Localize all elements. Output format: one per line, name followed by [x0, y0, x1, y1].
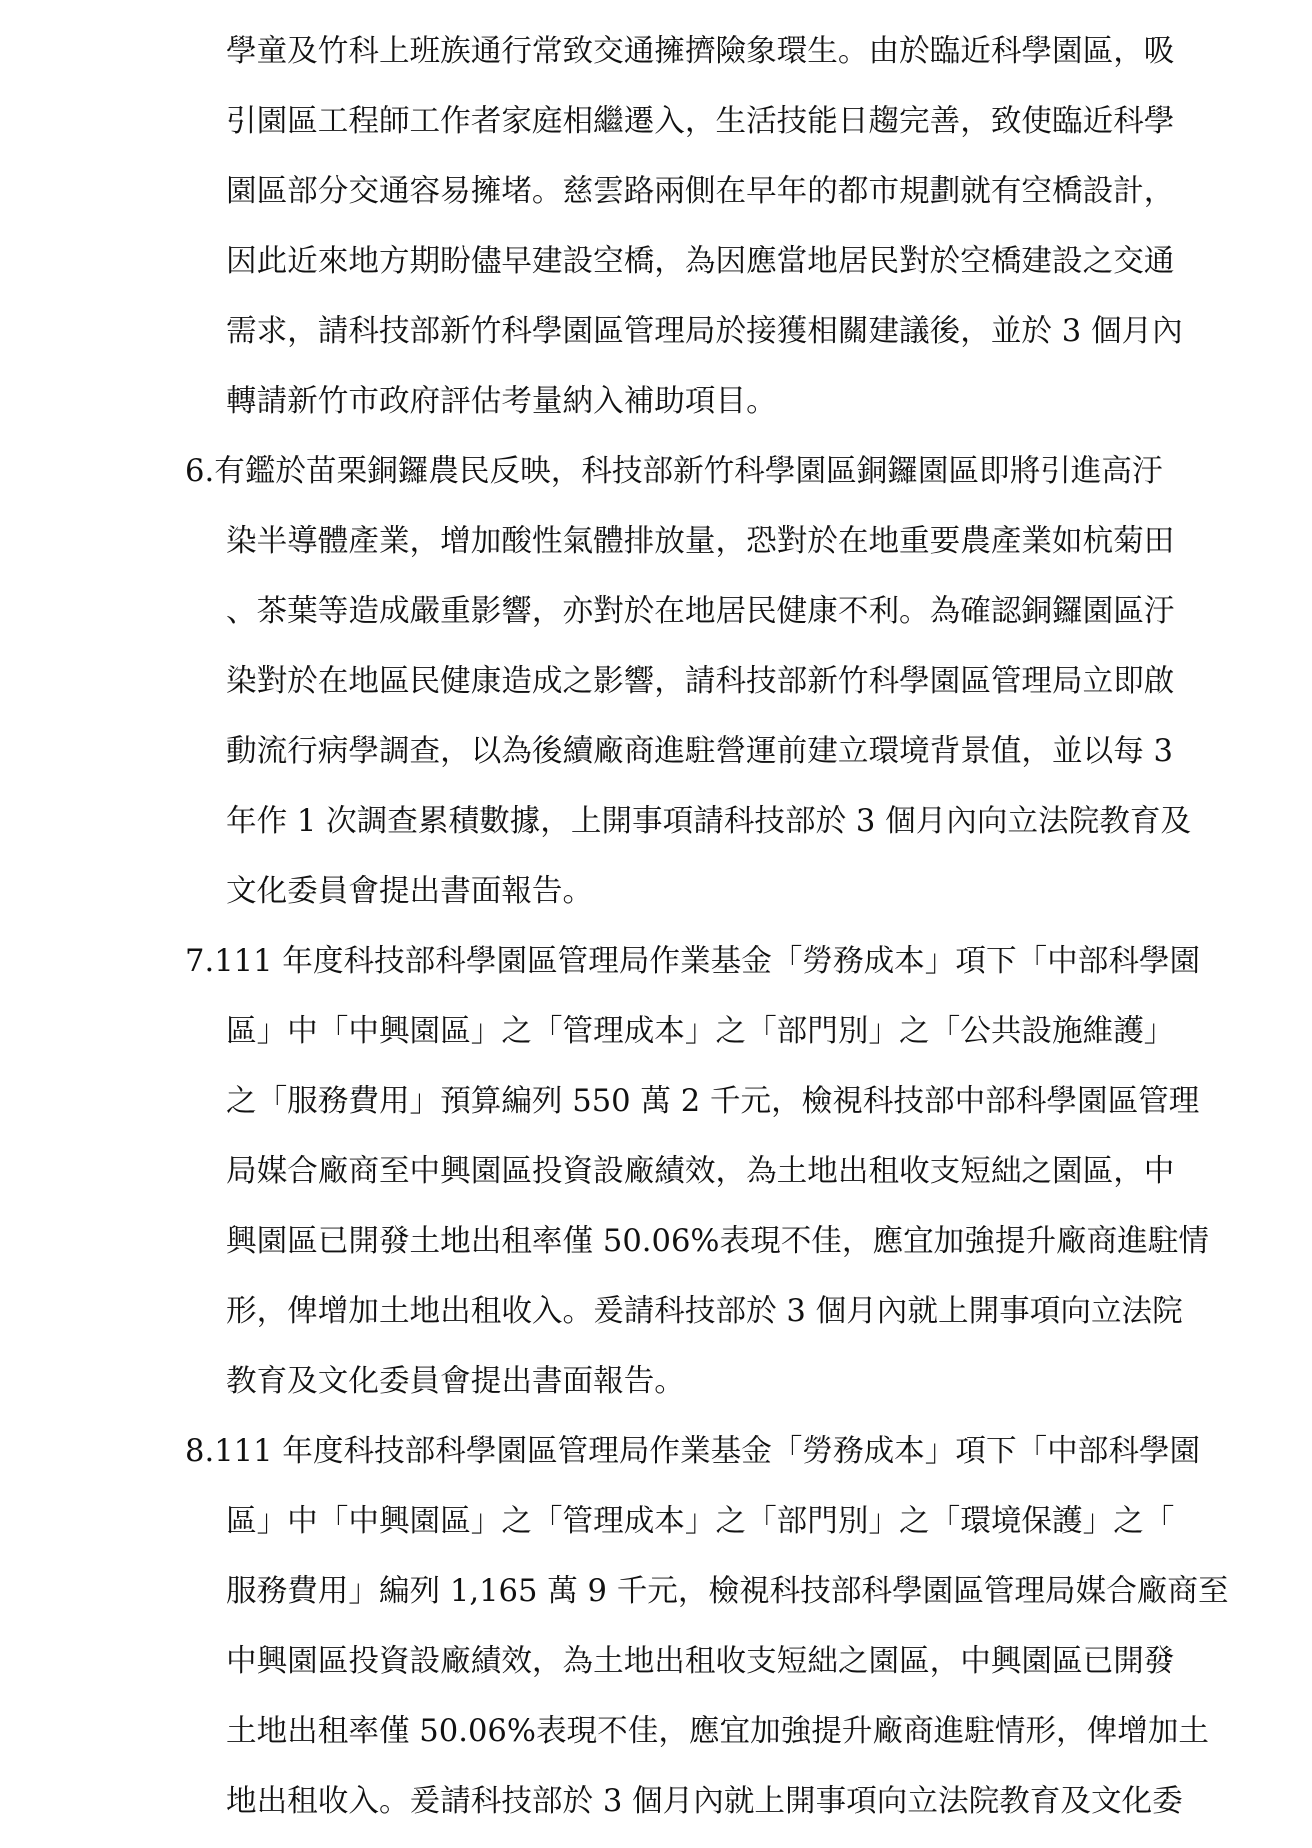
item-8-line-1: 8.111 年度科技部科學園區管理局作業基金「勞務成本」項下「中部科學園: [185, 1434, 1201, 1469]
item-7-line-6: 形，俾增加土地出租收入。爰請科技部於 3 個月內就上開事項向立法院: [226, 1294, 1183, 1329]
item-7-line-7: 教育及文化委員會提出書面報告。: [226, 1364, 685, 1399]
text-line-2: 引園區工程師工作者家庭相繼遷入，生活技能日趨完善，致使臨近科學: [226, 104, 1175, 139]
item-7-line-4: 局媒合廠商至中興園區投資設廠績效，為土地出租收支短絀之園區，中: [226, 1154, 1175, 1189]
item-7-line-2: 區」中「中興園區」之「管理成本」之「部門別」之「公共設施維護」: [226, 1014, 1175, 1049]
item-6-line-2: 染半導體產業，增加酸性氣體排放量，恐對於在地重要農產業如杭菊田: [226, 524, 1175, 559]
text-line-3: 園區部分交通容易擁堵。慈雲路兩側在早年的都市規劃就有空橋設計，: [226, 174, 1175, 209]
text-line-5: 需求，請科技部新竹科學園區管理局於接獲相關建議後，並於 3 個月內: [226, 314, 1183, 349]
item-8-line-2: 區」中「中興園區」之「管理成本」之「部門別」之「環境保護」之「: [226, 1504, 1175, 1539]
item-7-line-5: 興園區已開發土地出租率僅 50.06%表現不佳，應宜加強提升廠商進駐情: [226, 1224, 1210, 1259]
text-line-6: 轉請新竹市政府評估考量納入補助項目。: [226, 384, 777, 419]
item-8-line-4: 中興園區投資設廠績效，為土地出租收支短絀之園區，中興園區已開發: [226, 1644, 1175, 1679]
item-6-line-3: 、茶葉等造成嚴重影響，亦對於在地居民健康不利。為確認銅鑼園區汙: [226, 594, 1175, 629]
item-7-line-1: 7.111 年度科技部科學園區管理局作業基金「勞務成本」項下「中部科學園: [185, 944, 1201, 979]
item-6-line-4: 染對於在地區民健康造成之影響，請科技部新竹科學園區管理局立即啟: [226, 664, 1175, 699]
item-6-line-5: 動流行病學調查，以為後續廠商進駐營運前建立環境背景值，並以每 3: [226, 734, 1173, 769]
item-8-line-3: 服務費用」編列 1,165 萬 9 千元，檢視科技部科學園區管理局媒合廠商至: [226, 1574, 1229, 1609]
item-6-line-6: 年作 1 次調查累積數據，上開事項請科技部於 3 個月內向立法院教育及: [226, 804, 1192, 839]
text-line-1: 學童及竹科上班族通行常致交通擁擠險象環生。由於臨近科學園區，吸: [226, 34, 1175, 69]
item-6-line-1: 6.有鑑於苗栗銅鑼農民反映，科技部新竹科學園區銅鑼園區即將引進高汙: [185, 454, 1163, 489]
item-7-line-3: 之「服務費用」預算編列 550 萬 2 千元，檢視科技部中部科學園區管理: [226, 1084, 1200, 1119]
text-line-4: 因此近來地方期盼儘早建設空橋，為因應當地居民對於空橋建設之交通: [226, 244, 1175, 279]
item-8-line-6: 地出租收入。爰請科技部於 3 個月內就上開事項向立法院教育及文化委: [226, 1784, 1183, 1819]
item-8-line-5: 土地出租率僅 50.06%表現不佳，應宜加強提升廠商進駐情形，俾增加土: [226, 1714, 1210, 1749]
item-6-line-7: 文化委員會提出書面報告。: [226, 874, 594, 909]
